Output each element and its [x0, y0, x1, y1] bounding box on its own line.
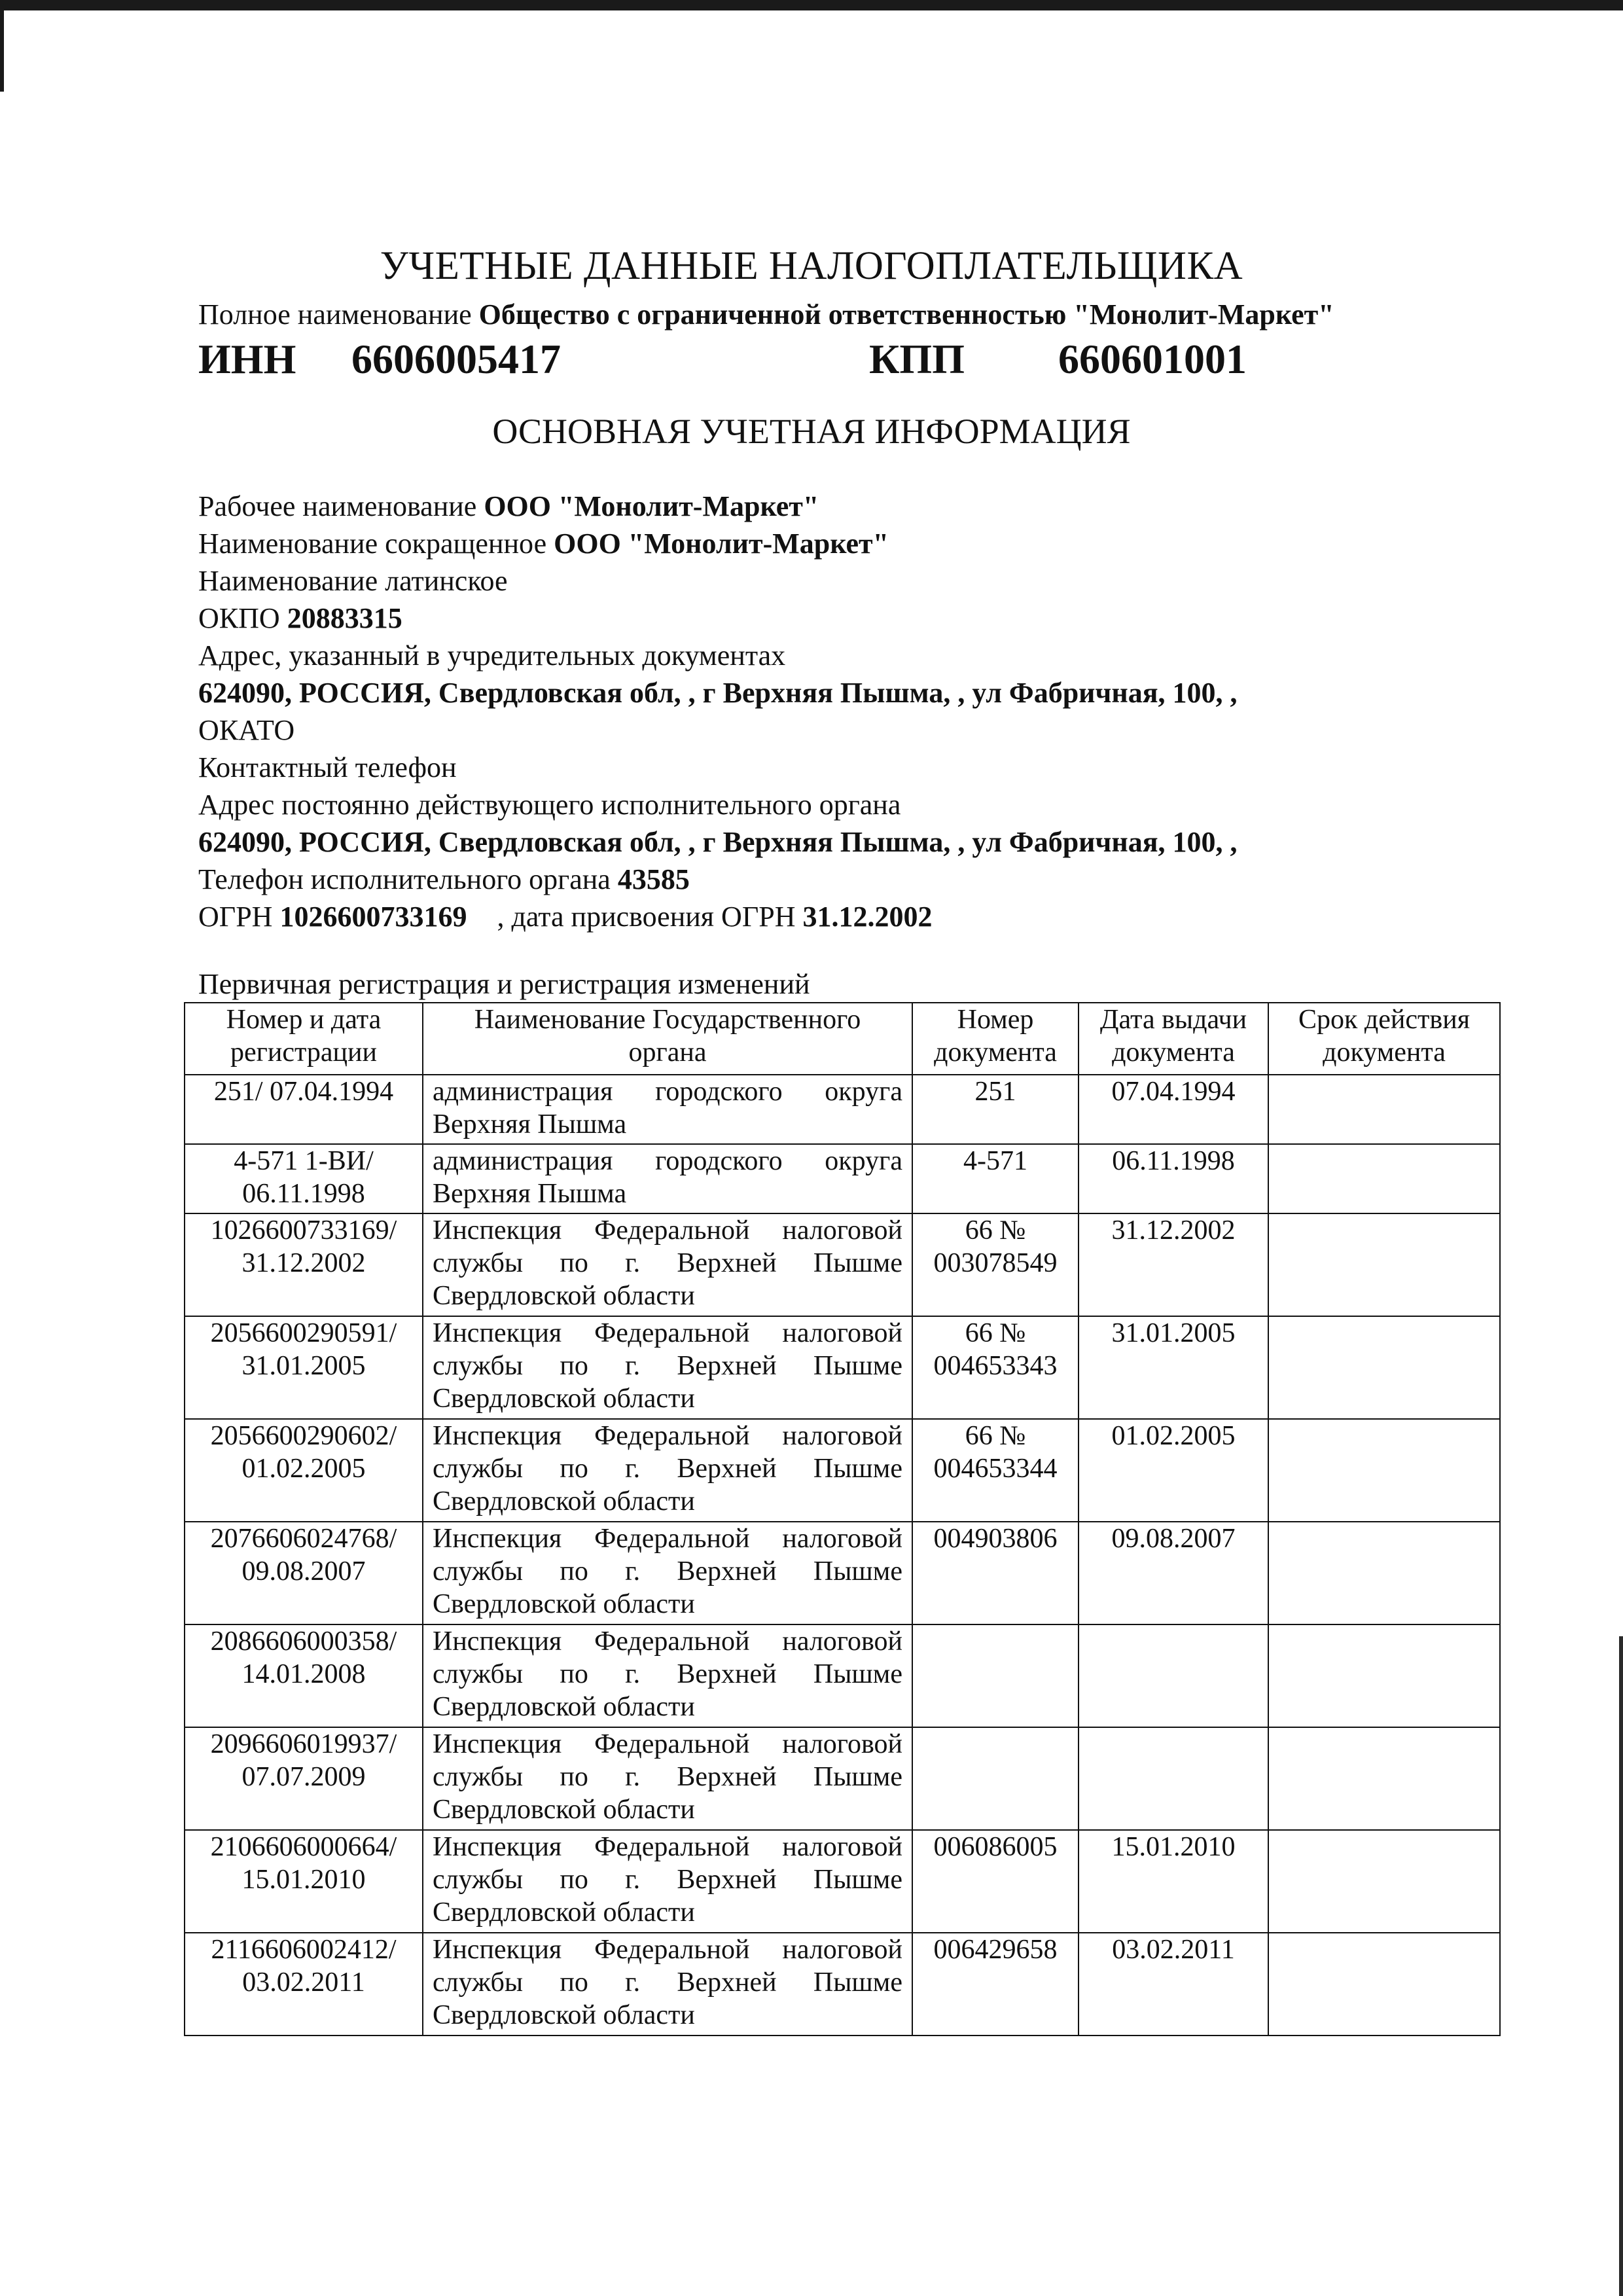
scan-edge-left: [0, 0, 4, 92]
founding-address-value-line: [198, 676, 1238, 709]
cell-reg-number: 2056600290602/ 01.02.2005: [185, 1419, 423, 1522]
short-name-value: ООО "Монолит-Маркет": [554, 528, 889, 560]
working-name-line: [198, 490, 819, 523]
full-name-value: Общество с ограниченной ответственностью "Монолит-Маркет": [478, 298, 1334, 331]
cell-reg-number: 2086606000358/ 14.01.2008: [185, 1624, 423, 1727]
table-row: [185, 1213, 1500, 1316]
full-name-label: Полное наименование: [198, 298, 472, 331]
cell-validity: [1268, 1144, 1500, 1213]
cell-issue-date: 31.01.2005: [1079, 1316, 1268, 1419]
cell-authority: администрация городского округа Верхняя Пышма: [423, 1144, 912, 1213]
document-title: УЧЕТНЫЕ ДАННЫЕ НАЛОГОПЛАТЕЛЬЩИКА: [380, 244, 1243, 288]
cell-reg-number: 251/ 07.04.1994: [185, 1075, 423, 1144]
ogrn-value: 1026600733169: [279, 901, 467, 933]
cell-validity: [1268, 1830, 1500, 1933]
cell-reg-number: 2076606024768/ 09.08.2007: [185, 1522, 423, 1624]
cell-doc-number: 006429658: [912, 1933, 1079, 2036]
cell-authority: Инспекция Федеральной налоговой службы по г. Верхней Пышме Свердловской области: [423, 1830, 912, 1933]
ogrn-label: ОГРН: [198, 901, 273, 933]
table-row: [185, 1624, 1500, 1727]
cell-doc-number: 66 № 004653343: [912, 1316, 1079, 1419]
cell-validity: [1268, 1522, 1500, 1624]
scan-edge-right: [1619, 1636, 1623, 2296]
exec-address-value-line: [198, 825, 1238, 859]
registrations-title: Первичная регистрация и регистрация изменений: [198, 968, 810, 1000]
short-name-label: Наименование сокращенное: [198, 528, 547, 560]
kpp-label: КПП: [869, 336, 965, 382]
cell-reg-number: 2056600290591/ 31.01.2005: [185, 1316, 423, 1419]
short-name-line: [198, 527, 889, 560]
okpo-value: 20883315: [287, 602, 402, 634]
cell-issue-date: 15.01.2010: [1079, 1830, 1268, 1933]
cell-reg-number: 2106606000664/ 15.01.2010: [185, 1830, 423, 1933]
cell-issue-date: [1079, 1624, 1268, 1727]
cell-authority: Инспекция Федеральной налоговой службы по г. Верхней Пышме Свердловской области: [423, 1213, 912, 1316]
scan-edge-top: [0, 0, 1623, 10]
cell-doc-number: 66 № 003078549: [912, 1213, 1079, 1316]
cell-reg-number: 2096606019937/ 07.07.2009: [185, 1727, 423, 1830]
full-name-line: [198, 298, 1334, 331]
exec-phone-label: Телефон исполнительного органа: [198, 863, 611, 895]
cell-validity: [1268, 1316, 1500, 1419]
section-title: ОСНОВНАЯ УЧЕТНАЯ ИНФОРМАЦИЯ: [492, 412, 1131, 451]
cell-validity: [1268, 1624, 1500, 1727]
cell-issue-date: 06.11.1998: [1079, 1144, 1268, 1213]
table-row: [185, 1727, 1500, 1830]
header-doc-number: Номер документа: [912, 1003, 1079, 1075]
cell-validity: [1268, 1419, 1500, 1522]
cell-authority: Инспекция Федеральной налоговой службы по г. Верхней Пышме Свердловской области: [423, 1419, 912, 1522]
table-row: [185, 1075, 1500, 1144]
exec-address-value: 624090, РОССИЯ, Свердловская обл, , г Верхняя Пышма, , ул Фабричная, 100, ,: [198, 826, 1238, 858]
cell-issue-date: 03.02.2011: [1079, 1933, 1268, 2036]
cell-doc-number: [912, 1624, 1079, 1727]
working-name-label: Рабочее наименование: [198, 490, 477, 522]
cell-issue-date: 07.04.1994: [1079, 1075, 1268, 1144]
cell-issue-date: [1079, 1727, 1268, 1830]
table-row: [185, 1522, 1500, 1624]
header-reg-number: Номер и дата регистрации: [185, 1003, 423, 1075]
cell-authority: Инспекция Федеральной налоговой службы по г. Верхней Пышме Свердловской области: [423, 1727, 912, 1830]
cell-doc-number: 251: [912, 1075, 1079, 1144]
cell-issue-date: 31.12.2002: [1079, 1213, 1268, 1316]
cell-validity: [1268, 1727, 1500, 1830]
phone-label: Контактный телефон: [198, 751, 457, 783]
okpo-label: ОКПО: [198, 602, 280, 634]
ogrn-date-label: , дата присвоения ОГРН: [497, 901, 796, 933]
ogrn-date-value: 31.12.2002: [802, 901, 933, 933]
founding-address-label: Адрес, указанный в учредительных документах: [198, 639, 786, 672]
ogrn-line: [198, 900, 933, 933]
cell-validity: [1268, 1933, 1500, 2036]
cell-validity: [1268, 1213, 1500, 1316]
header-validity: Срок действия документа: [1268, 1003, 1500, 1075]
cell-reg-number: 2116606002412/ 03.02.2011: [185, 1933, 423, 2036]
table-row: [185, 1830, 1500, 1933]
exec-phone-value: 43585: [617, 863, 690, 895]
inn-label: ИНН: [198, 336, 296, 382]
latin-name-label: Наименование латинское: [198, 565, 508, 597]
cell-doc-number: 006086005: [912, 1830, 1079, 1933]
cell-authority: Инспекция Федеральной налоговой службы по г. Верхней Пышме Свердловской области: [423, 1316, 912, 1419]
latin-name-line: [198, 564, 508, 598]
cell-doc-number: [912, 1727, 1079, 1830]
table-header-row: [185, 1003, 1500, 1075]
cell-doc-number: 004903806: [912, 1522, 1079, 1624]
header-authority: Наименование Государственного органа: [423, 1003, 912, 1075]
kpp-value: 660601001: [1058, 336, 1247, 382]
cell-doc-number: 66 № 004653344: [912, 1419, 1079, 1522]
inn-value: 6606005417: [351, 336, 561, 382]
table-row: [185, 1144, 1500, 1213]
cell-authority: администрация городского округа Верхняя Пышма: [423, 1075, 912, 1144]
cell-doc-number: 4-571: [912, 1144, 1079, 1213]
working-name-value: ООО "Монолит-Маркет": [484, 490, 819, 522]
okpo-line: [198, 601, 402, 635]
table-row: [185, 1316, 1500, 1419]
cell-issue-date: 01.02.2005: [1079, 1419, 1268, 1522]
cell-validity: [1268, 1075, 1500, 1144]
table-row: [185, 1419, 1500, 1522]
exec-phone-line: [198, 863, 690, 896]
registrations-table: [184, 1002, 1501, 2036]
cell-authority: Инспекция Федеральной налоговой службы по г. Верхней Пышме Свердловской области: [423, 1933, 912, 2036]
exec-address-label: Адрес постоянно действующего исполнительного органа: [198, 789, 901, 821]
cell-reg-number: 4-571 1-ВИ/ 06.11.1998: [185, 1144, 423, 1213]
founding-address-value: 624090, РОССИЯ, Свердловская обл, , г Верхняя Пышма, , ул Фабричная, 100, ,: [198, 677, 1238, 709]
cell-authority: Инспекция Федеральной налоговой службы по г. Верхней Пышме Свердловской области: [423, 1624, 912, 1727]
cell-issue-date: 09.08.2007: [1079, 1522, 1268, 1624]
table-row: [185, 1933, 1500, 2036]
cell-authority: Инспекция Федеральной налоговой службы по г. Верхней Пышме Свердловской области: [423, 1522, 912, 1624]
header-issue-date: Дата выдачи документа: [1079, 1003, 1268, 1075]
okato-label: ОКАТО: [198, 714, 295, 746]
cell-reg-number: 1026600733169/ 31.12.2002: [185, 1213, 423, 1316]
